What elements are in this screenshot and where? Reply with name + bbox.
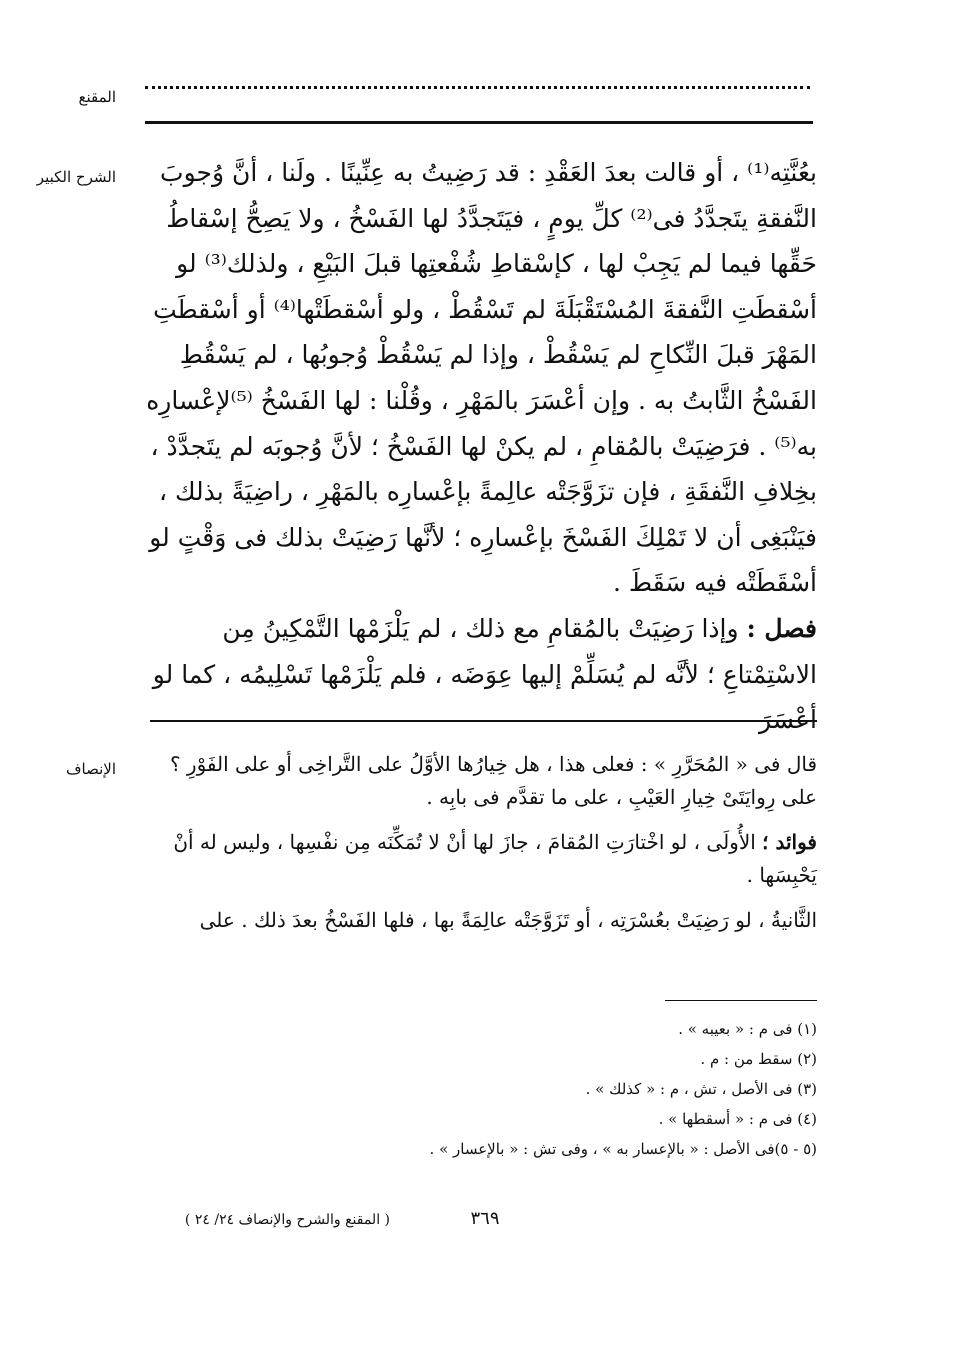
footnote: (٣) فى الأصل ، تش ، م : « كذلك » .	[585, 1080, 817, 1098]
volume-reference: ( المقنع والشرح والإنصاف ٢٤/ ٢٤ )	[184, 1212, 390, 1228]
footnote: (٤) فى م : « أسقطها » .	[658, 1110, 817, 1128]
footnote-rule	[665, 1000, 817, 1001]
fasl-heading: فصل :	[746, 613, 817, 643]
page-number: ٣٦٩	[470, 1208, 500, 1229]
footnote: (٥ - ٥)فى الأصل : « بالإعسار به » ، وفى تش : « بالإعسار » .	[429, 1140, 817, 1158]
running-header-title: المقنع	[78, 88, 116, 106]
section-divider	[150, 720, 817, 722]
fasl-text: وإذا رَضِيَتْ بالمُقامِ مع ذلك ، لم يَلْزَمْها التَّمْكِينُ مِن الاسْتِمْتاعِ ؛ لأنَّه لم يُسَلِّمْ إليها عِوَضَه ، فلم يَلْزَمْها تَسْلِيمُه ، كما لو أعْسَرَ	[152, 613, 817, 735]
sharh-body	[145, 150, 817, 743]
insaf-section-label: الإنصاف	[65, 760, 116, 778]
header-rule	[145, 121, 813, 124]
fawaid-heading: فوائد ؛	[762, 830, 817, 854]
footnote: (١) فى م : « بعيبه » .	[678, 1020, 817, 1038]
footnote: (٢) سقط من : م .	[700, 1050, 817, 1068]
header-dotted-line	[145, 86, 810, 95]
sharh-paragraph-2	[145, 606, 817, 743]
insaf-body	[145, 748, 817, 949]
sharh-paragraph-1: بعُنَّتِه⁽¹⁾ ، أو قالت بعدَ العَقْدِ : قد رَضِيتُ به عِنِّينًا . ولَنا ، أنَّ وُجوبَ النَّفقةِ يتَجدَّدُ فى⁽²⁾ كلِّ يومٍ ، فيَتَجدَّدُ لها الفَسْخُ ، ولا يَصِحُّ إسْقاطُ حَقِّها فيما لم يَجِبْ لها ، كإسْقاطِ شُفْعتِها قبلَ البَيْعِ ، ولذلك⁽³⁾ لو أسْقطَتِ النَّفقةَ المُسْتَقْبَلَةَ لم تَسْقُطْ ، ولو أسْقطَتْها⁽⁴⁾ أو أسْقطَتِ المَهْرَ قبلَ النِّكاحِ لم يَسْقُطْ ، وإذا لم يَسْقُطْ وُجوبُها ، لم يَسْقُطِ الفَسْخُ الثَّابتُ به . وإن أعْسَرَ بالمَهْرِ ، وقُلْنا : لها الفَسْخُ ⁽⁵⁾لإعْسارِه به⁽⁵⁾ . فرَضِيَتْ بالمُقامِ ، لم يكنْ لها الفَسْخُ ؛ لأنَّ وُجوبَه لم يتَجدَّدْ ، بخِلافِ النَّفقَةِ ، فإن تزَوَّجَتْه عالِمةً بإعْسارِه بالمَهْرِ ، راضِيَةً بذلك ، فيَنْبَغِى أن لا تَمْلِكَ الفَسْخَ بإعْسارِه ؛ لأنَّها رَضِيَتْ بذلك فى وَقْتٍ لو أسْقَطَتْه فيه سَقَطَ .	[146, 158, 817, 598]
insaf-paragraph-2	[145, 826, 817, 892]
footnotes	[300, 1014, 817, 1164]
insaf-paragraph-1: قال فى « المُحَرَّرِ » : فعلى هذا ، هل خِيارُها الأوَّلُ على التَّراخِى أو على الفَوْرِ ؟ على رِوايَتَىْ خِيارِ العَيْبِ ، على ما تقدَّم فى بابِه .	[169, 752, 817, 809]
insaf-paragraph-3: الثَّانيةُ ، لو رَضِيَتْ بعُسْرَتِه ، أو تَزَوَّجَتْه عالِمَةً بها ، فلها الفَسْخُ بعدَ ذلك . على	[199, 908, 817, 932]
sharh-section-label: الشرح الكبير	[36, 168, 116, 186]
fawaid-text: الأُولَى ، لو اخْتارَتِ المُقامَ ، جازَ لها أنْ لا تُمَكِّنَه مِن نفْسِها ، وليس له أنْ يَحْبِسَها .	[173, 830, 817, 887]
